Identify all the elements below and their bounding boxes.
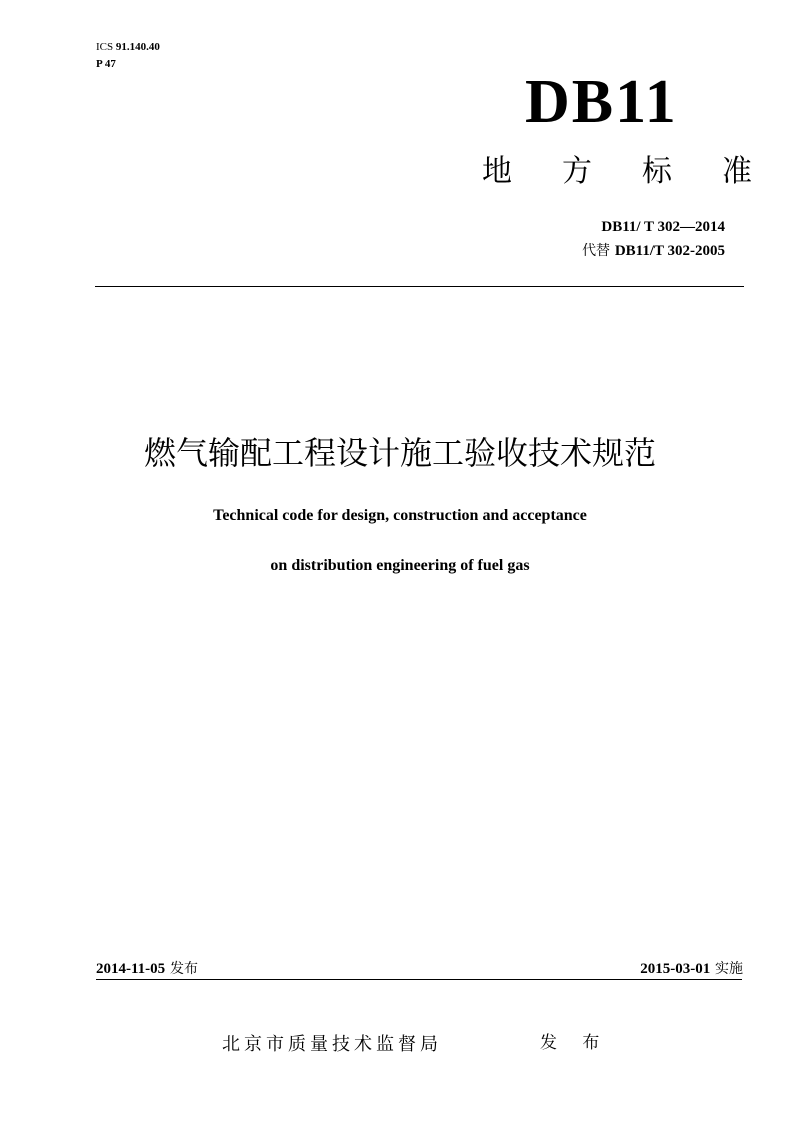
standard-number: DB11/ T 302—2014 (601, 219, 725, 235)
standard-kind (482, 152, 752, 192)
replaces-prefix: 代替 (582, 243, 611, 259)
header-divider (95, 286, 744, 287)
issue-date-line (96, 958, 198, 979)
standard-kind-char: 方 (562, 154, 592, 189)
publish-word: 发 布 (540, 1033, 610, 1053)
publisher-name: 北京市质量技术监督局 (222, 1034, 442, 1055)
implement-date-line (640, 958, 743, 979)
footer-divider (96, 979, 742, 980)
document-title-english-line2: on distribution engineering of fuel gas (270, 557, 530, 574)
replaces-number: DB11/T 302-2005 (614, 243, 725, 259)
issue-suffix: 发布 (169, 961, 198, 977)
standard-kind-char: 标 (642, 154, 672, 189)
issue-date: 2014-11-05 (96, 961, 166, 977)
replaces-line (582, 241, 725, 260)
document-title-english-line1: Technical code for design, construction and acceptance (213, 507, 587, 524)
implement-suffix: 实施 (715, 961, 743, 977)
standard-brand: DB11 (525, 68, 678, 136)
ics-code: 91.140.40 (115, 41, 160, 53)
standard-kind-char: 准 (722, 154, 752, 189)
implement-date: 2015-03-01 (640, 961, 711, 977)
category-code: P 47 (96, 58, 116, 70)
ics-classification (96, 41, 160, 54)
ics-label: ICS (96, 41, 114, 53)
standard-kind-char: 地 (482, 154, 512, 189)
document-title-chinese: 燃气输配工程设计施工验收技术规范 (143, 434, 656, 472)
